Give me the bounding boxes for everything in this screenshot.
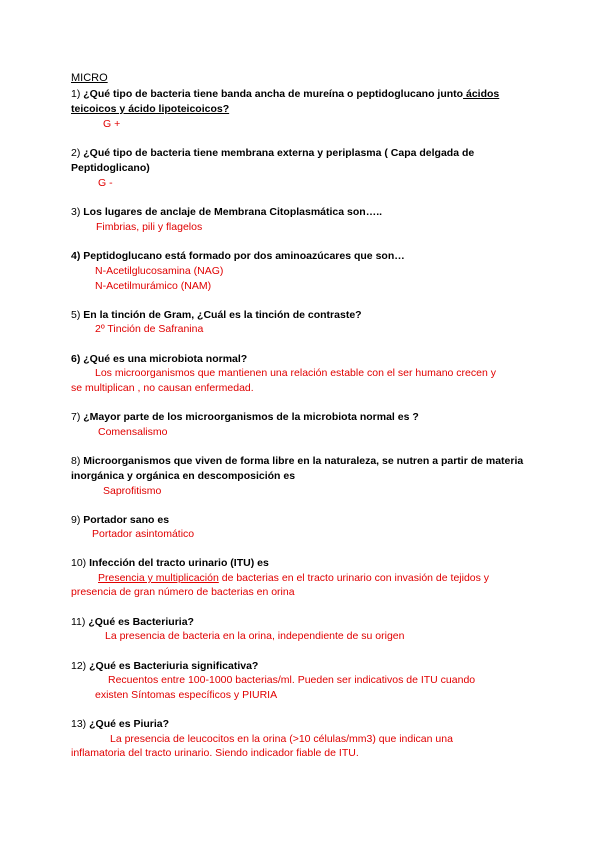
- question-text: ¿Qué es Piuria?: [89, 718, 170, 730]
- question-number: 10): [71, 557, 87, 569]
- question-number: 1): [71, 88, 81, 100]
- answer-13-line-2: inflamatoria del tracto urinario. Siendo indicador fiable de ITU.: [71, 747, 359, 759]
- question-2: [71, 146, 541, 176]
- question-text: Infección del tracto urinario (ITU) es: [89, 557, 269, 569]
- question-text-underlined: ácidos: [463, 88, 500, 100]
- question-text: ¿Qué es Bacteriuria?: [88, 616, 194, 628]
- question-12: [71, 659, 531, 674]
- question-number: 3): [71, 206, 81, 218]
- question-text: ¿Mayor parte de los microorganismos de la microbiota normal es ?: [83, 411, 419, 423]
- question-number: 5): [71, 309, 81, 321]
- answer-9: Portador asintomático: [92, 528, 195, 540]
- answer-4-line-1: N-Acetilglucosamina (NAG): [95, 265, 224, 277]
- answer-5: 2º Tinción de Safranina: [95, 323, 204, 335]
- question-4: [71, 249, 531, 264]
- answer-11: La presencia de bacteria en la orina, independiente de su origen: [105, 630, 405, 642]
- question-text: Microorganismos que viven de forma libre en la naturaleza, se nutren a partir de materia inorgánica y orgánica en descomposición es: [71, 455, 524, 482]
- question-6: [71, 352, 531, 367]
- question-text: Peptidoglucano está formado por dos aminoazúcares que son…: [83, 250, 405, 262]
- answer-12-line-1: Recuentos entre 100-1000 bacterias/ml. Pueden ser indicativos de ITU cuando: [108, 674, 476, 686]
- answer-1: G +: [103, 118, 121, 130]
- answer-6-line-2: se multiplican , no causan enfermedad.: [71, 382, 254, 394]
- answer-12-line-2: existen Síntomas específicos y PIURIA: [95, 689, 278, 701]
- answer-10-line-2: presencia de gran número de bacterias en orina: [71, 586, 295, 598]
- question-number: 13): [71, 718, 87, 730]
- question-text-underlined: teicoicos y ácido lipoteicoicos?: [71, 103, 230, 115]
- question-3: [71, 205, 531, 220]
- question-8: [71, 454, 541, 484]
- answer-3: Fimbrias, pili y flagelos: [96, 221, 203, 233]
- question-number: 9): [71, 514, 81, 526]
- answer-2: G -: [98, 177, 113, 189]
- question-5: [71, 308, 531, 323]
- question-number: 6): [71, 353, 81, 365]
- question-13: [71, 717, 531, 732]
- answer-7: Comensalismo: [98, 426, 168, 438]
- answer-10-text: de bacterias en el tracto urinario con invasión de tejidos y: [218, 572, 490, 584]
- question-number: 2): [71, 147, 81, 159]
- question-text: ¿Qué es Bacteriuria significativa?: [89, 660, 259, 672]
- answer-10-underlined: Presencia y multiplicación: [98, 572, 219, 584]
- question-text: Portador sano es: [83, 514, 170, 526]
- answer-13-line-1: La presencia de leucocitos en la orina (>10 células/mm3) que indican una: [110, 733, 453, 745]
- question-11: [71, 615, 531, 630]
- question-text: ¿Qué es una microbiota normal?: [83, 353, 248, 365]
- question-10: [71, 556, 531, 571]
- answer-8: Saprofitismo: [103, 485, 162, 497]
- question-1: [71, 87, 531, 117]
- question-number: 7): [71, 411, 81, 423]
- question-text: ¿Qué tipo de bacteria tiene membrana externa y periplasma ( Capa delgada de Peptidoglicano): [71, 147, 475, 174]
- answer-6-line-1: Los microorganismos que mantienen una relación estable con el ser humano crecen y: [95, 367, 496, 379]
- question-7: [71, 410, 531, 425]
- question-text: En la tinción de Gram, ¿Cuál es la tinción de contraste?: [83, 309, 362, 321]
- document-title: MICRO: [71, 72, 108, 84]
- question-number: 4): [71, 250, 81, 262]
- answer-10-line-1: [98, 571, 489, 586]
- answer-4-line-2: N-Acetilmurámico (NAM): [95, 280, 212, 292]
- question-9: [71, 513, 531, 528]
- question-text: ¿Qué tipo de bacteria tiene banda ancha de mureína o peptidoglucano junto: [83, 88, 464, 100]
- question-number: 8): [71, 455, 81, 467]
- question-number: 12): [71, 660, 87, 672]
- question-text: Los lugares de anclaje de Membrana Citoplasmática son…..: [83, 206, 383, 218]
- question-number: 11): [71, 616, 86, 628]
